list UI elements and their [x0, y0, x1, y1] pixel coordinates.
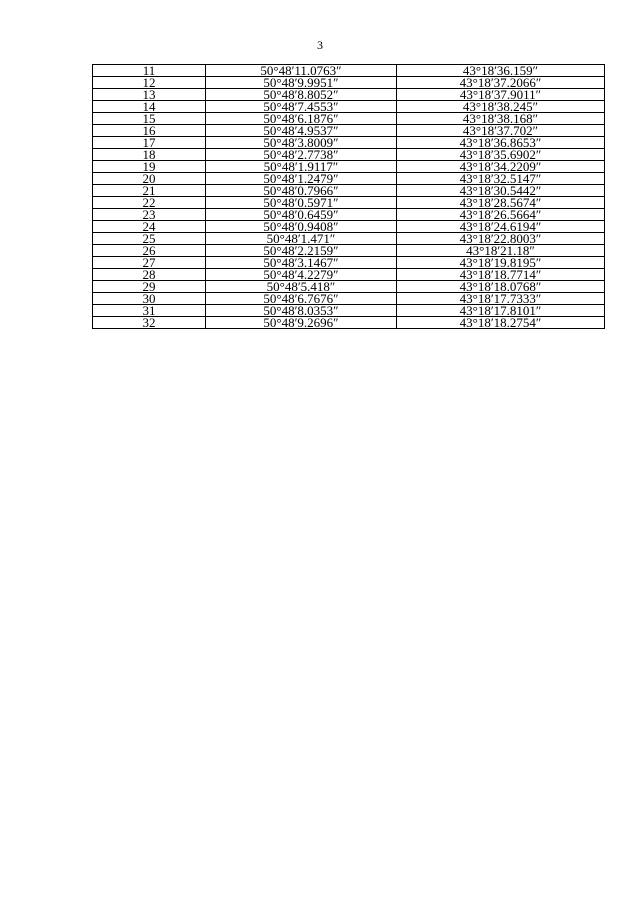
longitude-cell: 43°18′18.0768″: [397, 281, 605, 293]
point-number-cell: 17: [93, 137, 206, 149]
latitude-cell: 50°48′1.9117″: [206, 161, 397, 173]
longitude-cell: 43°18′26.5664″: [397, 209, 605, 221]
point-number-cell: 29: [93, 281, 206, 293]
point-number-cell: 18: [93, 149, 206, 161]
coordinates-table: [92, 64, 605, 329]
page-number: 3: [317, 38, 323, 52]
longitude-cell: 43°18′34.2209″: [397, 161, 605, 173]
point-number-cell: 28: [93, 269, 206, 281]
table-row: [93, 209, 605, 221]
latitude-cell: 50°48′1.471″: [206, 233, 397, 245]
longitude-cell: 43°18′38.168″: [397, 113, 605, 125]
table-row: [93, 161, 605, 173]
point-number-cell: 14: [93, 101, 206, 113]
latitude-cell: 50°48′8.0353″: [206, 305, 397, 317]
longitude-cell: 43°18′24.6194″: [397, 221, 605, 233]
latitude-cell: 50°48′3.1467″: [206, 257, 397, 269]
point-number-cell: 24: [93, 221, 206, 233]
point-number-cell: 20: [93, 173, 206, 185]
point-number-cell: 23: [93, 209, 206, 221]
point-number-cell: 19: [93, 161, 206, 173]
table-row: [93, 65, 605, 77]
point-number-cell: 32: [93, 317, 206, 329]
latitude-cell: 50°48′1.2479″: [206, 173, 397, 185]
longitude-cell: 43°18′17.7333″: [397, 293, 605, 305]
table-row: [93, 305, 605, 317]
table-row: [93, 101, 605, 113]
coordinates-table-body: [93, 65, 605, 329]
table-row: [93, 185, 605, 197]
latitude-cell: 50°48′9.2696″: [206, 317, 397, 329]
point-number-cell: 26: [93, 245, 206, 257]
point-number-cell: 12: [93, 77, 206, 89]
longitude-cell: 43°18′21.18″: [397, 245, 605, 257]
point-number-cell: 25: [93, 233, 206, 245]
longitude-cell: 43°18′36.159″: [397, 65, 605, 77]
table-row: [93, 113, 605, 125]
longitude-cell: 43°18′28.5674″: [397, 197, 605, 209]
latitude-cell: 50°48′6.1876″: [206, 113, 397, 125]
latitude-cell: 50°48′2.2159″: [206, 245, 397, 257]
latitude-cell: 50°48′6.7676″: [206, 293, 397, 305]
longitude-cell: 43°18′22.8003″: [397, 233, 605, 245]
table-row: [93, 221, 605, 233]
point-number-cell: 21: [93, 185, 206, 197]
table-row: [93, 257, 605, 269]
point-number-cell: 15: [93, 113, 206, 125]
latitude-cell: 50°48′3.8009″: [206, 137, 397, 149]
table-row: [93, 233, 605, 245]
table-row: [93, 89, 605, 101]
point-number-cell: 30: [93, 293, 206, 305]
latitude-cell: 50°48′7.4553″: [206, 101, 397, 113]
longitude-cell: 43°18′18.2754″: [397, 317, 605, 329]
table-row: [93, 149, 605, 161]
point-number-cell: 13: [93, 89, 206, 101]
longitude-cell: 43°18′36.8653″: [397, 137, 605, 149]
longitude-cell: 43°18′17.8101″: [397, 305, 605, 317]
longitude-cell: 43°18′35.6902″: [397, 149, 605, 161]
latitude-cell: 50°48′9.9951″: [206, 77, 397, 89]
table-row: [93, 281, 605, 293]
table-row: [93, 125, 605, 137]
table-row: [93, 197, 605, 209]
point-number-cell: 22: [93, 197, 206, 209]
table-row: [93, 77, 605, 89]
longitude-cell: 43°18′30.5442″: [397, 185, 605, 197]
latitude-cell: 50°48′2.7738″: [206, 149, 397, 161]
longitude-cell: 43°18′37.9011″: [397, 89, 605, 101]
longitude-cell: 43°18′18.7714″: [397, 269, 605, 281]
latitude-cell: 50°48′0.6459″: [206, 209, 397, 221]
table-row: [93, 317, 605, 329]
longitude-cell: 43°18′32.5147″: [397, 173, 605, 185]
table-row: [93, 137, 605, 149]
point-number-cell: 27: [93, 257, 206, 269]
point-number-cell: 31: [93, 305, 206, 317]
latitude-cell: 50°48′4.2279″: [206, 269, 397, 281]
latitude-cell: 50°48′5.418″: [206, 281, 397, 293]
longitude-cell: 43°18′37.702″: [397, 125, 605, 137]
table-row: [93, 293, 605, 305]
longitude-cell: 43°18′19.8195″: [397, 257, 605, 269]
table-row: [93, 173, 605, 185]
longitude-cell: 43°18′37.2066″: [397, 77, 605, 89]
latitude-cell: 50°48′8.8052″: [206, 89, 397, 101]
latitude-cell: 50°48′0.7966″: [206, 185, 397, 197]
table-row: [93, 245, 605, 257]
point-number-cell: 16: [93, 125, 206, 137]
latitude-cell: 50°48′0.9408″: [206, 221, 397, 233]
table-row: [93, 269, 605, 281]
latitude-cell: 50°48′4.9537″: [206, 125, 397, 137]
longitude-cell: 43°18′38.245″: [397, 101, 605, 113]
latitude-cell: 50°48′11.0763″: [206, 65, 397, 77]
latitude-cell: 50°48′0.5971″: [206, 197, 397, 209]
point-number-cell: 11: [93, 65, 206, 77]
